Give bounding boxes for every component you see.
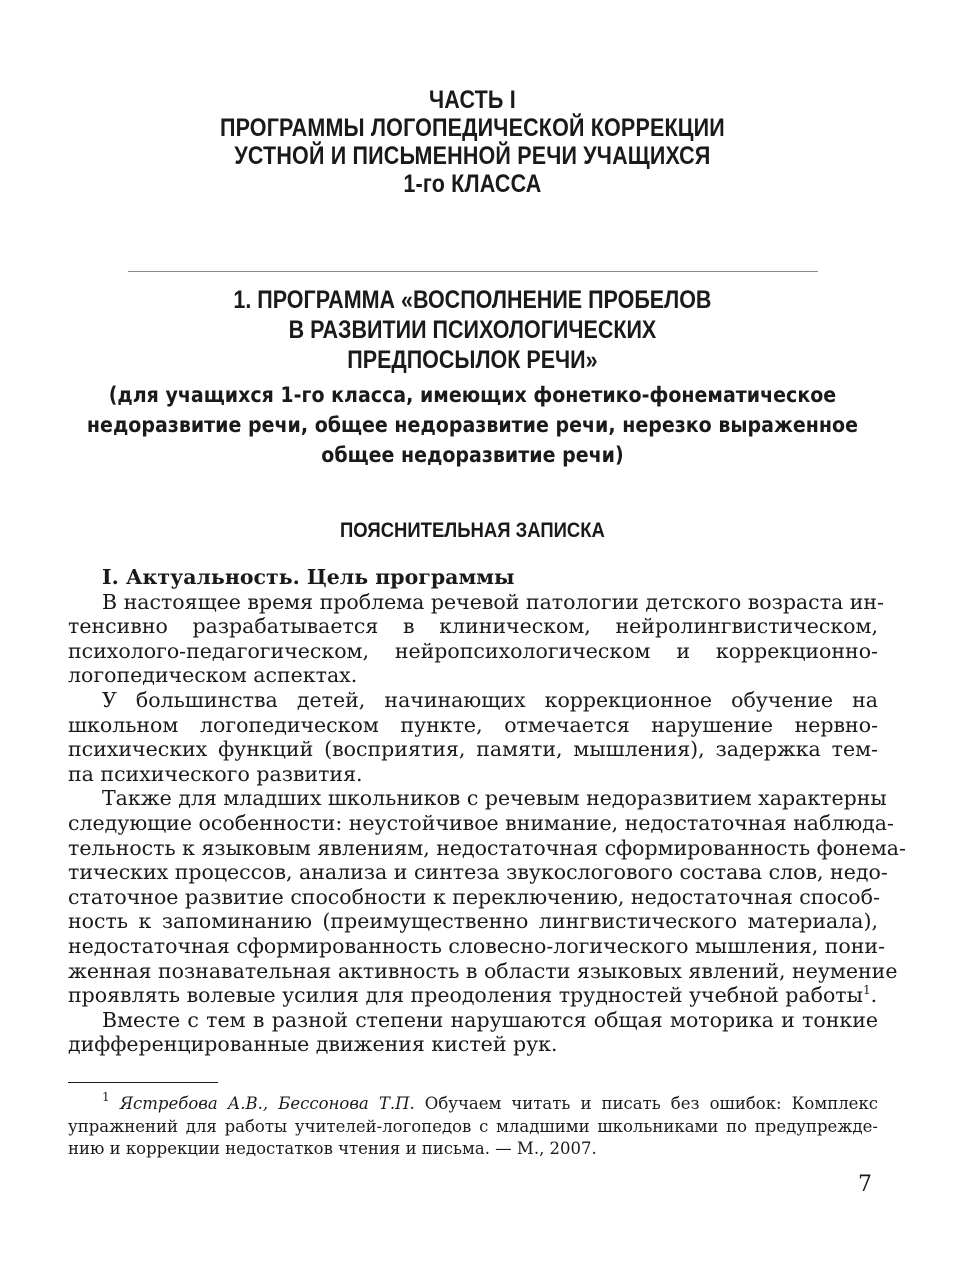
paragraph-line: тельность к языковым явлениям, недостаточная сформированность фонема- [68, 835, 906, 860]
footnote-title: . Обучаем читать и писать без ошибок: Комплекс [409, 1094, 878, 1113]
paragraph-line: Также для младших школьников с речевым недоразвитием характерны [102, 786, 887, 811]
paragraph-line [68, 983, 878, 1008]
section-title-line: 1. ПРОГРАММА «ВОСПОЛНЕНИЕ ПРОБЕЛОВ [233, 286, 712, 314]
footnote-mark: 1 [102, 1090, 110, 1104]
paragraph-end-punct: . [870, 983, 878, 1008]
paragraph-line: тенсивно разрабатывается в клиническом, нейролингвистическом, [68, 614, 878, 639]
subsection-heading: I. Актуальность. Цель программы [102, 565, 515, 589]
footnote-line: нию и коррекции недостатков чтения и письма. — М., 2007. [68, 1139, 597, 1158]
subtitle-line: недоразвитие речи, общее недоразвитие речи, нерезко выраженное [86, 413, 858, 437]
paragraph-line: школьном логопедическом пункте, отмечается нарушение нервно- [68, 712, 878, 737]
paragraph-line: психических функций (восприятия, памяти, мышления), задержка тем- [68, 737, 878, 762]
paragraph-line: недостаточная сформированность словесно-логического мышления, пони- [68, 933, 886, 958]
page-number: 7 [858, 1172, 872, 1197]
paragraph-line: У большинства детей, начинающих коррекционное обучение на [102, 687, 878, 712]
paragraph-line: следующие особенности: неустойчивое внимание, недостаточная наблюда- [68, 810, 894, 835]
paragraph-line: дифференцированные движения кистей рук. [68, 1032, 558, 1057]
paragraph-line: женная познавательная активность в области языковых явлений, неумение [68, 958, 898, 983]
paragraph-line: логопедическом аспектах. [68, 663, 358, 688]
paragraph-line: па психического развития. [68, 761, 363, 786]
paragraph-line: Вместе с тем в разной степени нарушаются общая моторика и тонкие [102, 1007, 878, 1032]
section-subtitle [45, 380, 900, 470]
footnote-reference[interactable]: 1 [862, 983, 871, 998]
footnote-line [68, 1090, 878, 1116]
section-title-line: ПРЕДПОСЫЛОК РЕЧИ» [347, 346, 598, 374]
part-title [66, 86, 879, 198]
part-title-line: ПРОГРАММЫ ЛОГОПЕДИЧЕСКОЙ КОРРЕКЦИИ [219, 114, 725, 142]
paragraph-line: В настоящее время проблема речевой патологии детского возраста ин- [102, 589, 884, 614]
subtitle-line: общее недоразвитие речи) [321, 443, 624, 467]
section-title [66, 285, 879, 375]
footnote [68, 1090, 878, 1161]
paragraph-line-text: проявлять волевые усилия для преодоления трудностей учебной работы [68, 983, 863, 1008]
part-title-line: ЧАСТЬ I [429, 86, 516, 114]
paragraph-line: психолого-педагогическом, нейропсихологическом и коррекционно- [68, 638, 878, 663]
footnote-authors: Ястребова А.В., Бессонова Т.П [119, 1094, 410, 1113]
footnote-line: упражнений для работы учителей-логопедов с младшими школьниками по предупрежде- [68, 1116, 878, 1136]
paragraph-line: тических процессов, анализа и синтеза звукослогового состава слов, недо- [68, 860, 888, 885]
paragraph-line: статочное развитие способности к переключению, недостаточная способ- [68, 884, 880, 909]
subtitle-line: (для учащихся 1-го класса, имеющих фонетико-фонематическое [108, 383, 837, 407]
footnote-divider [68, 1082, 218, 1083]
body-text [68, 565, 906, 1057]
section-divider [128, 271, 818, 272]
part-title-line: УСТНОЙ И ПИСЬМЕННОЙ РЕЧИ УЧАЩИХСЯ [234, 142, 711, 170]
explanatory-note-heading: ПОЯСНИТЕЛЬНАЯ ЗАПИСКА [340, 519, 605, 542]
part-title-line: 1-го КЛАССА [403, 170, 542, 198]
paragraph-line: ность к запоминанию (преимущественно лингвистического материала), [68, 909, 878, 934]
section-title-line: В РАЗВИТИИ ПСИХОЛОГИЧЕСКИХ [288, 316, 657, 344]
